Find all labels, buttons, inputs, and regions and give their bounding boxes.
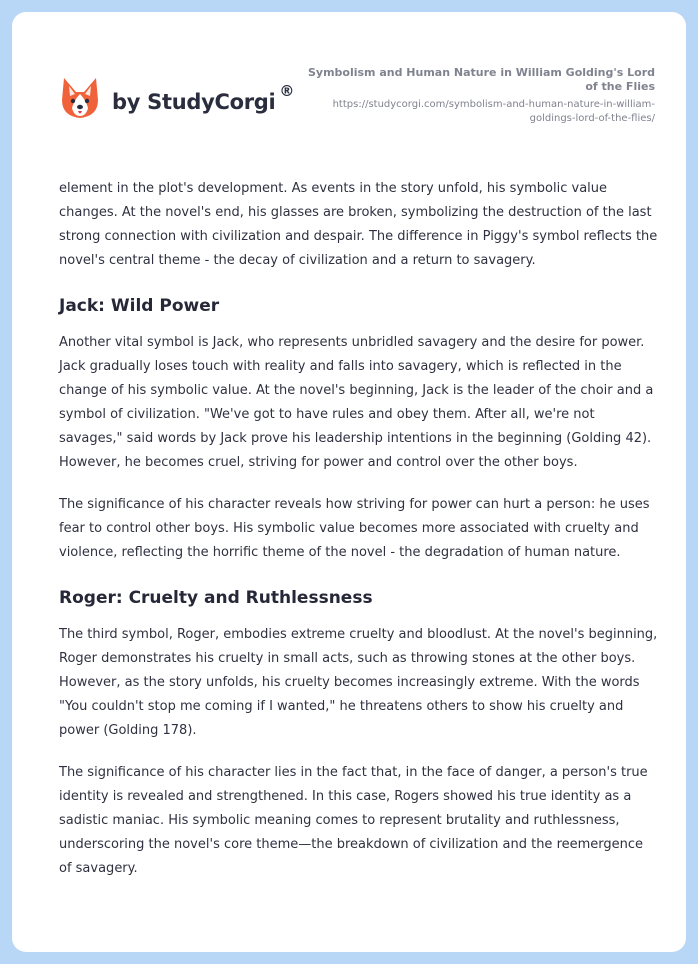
paragraph: The third symbol, Roger, embodies extreme cruelty and bloodlust. At the novel's beginning, Roger demonstrates his cruelty in small acts, such as throwing stones at the other boys. However, as the story unfolds, his cruelty becomes increasingly extreme. With the words "You couldn't stop me coming if I wanted," he threatens others to show his cruelty and power (Golding 178). [59, 627, 658, 738]
document-page [12, 12, 686, 952]
document-meta [295, 66, 655, 126]
paragraph: Another vital symbol is Jack, who represents unbridled savagery and the desire for power. Jack gradually loses touch with reality and falls into savagery, which is reflected in the change of his symbolic value. At the novel's beginning, Jack is the leader of the choir and a symbol of civilization. "We've got to have rules and obey them. After all, we're not savages," said words by Jack prove his leadership intentions in the beginning (Golding 42). However, he becomes cruel, striving for power and control over the other boys. [59, 335, 654, 470]
essay-body [59, 177, 659, 899]
paragraph: The significance of his character lies in the fact that, in the face of danger, a person's true identity is revealed and strengthened. In this case, Rogers showed his true identity as a sadistic maniac. His symbolic meaning comes to represent brutality and ruthlessness, underscoring the novel's core theme—the breakdown of civilization and the reemergence of savagery. [59, 765, 648, 876]
page-header [12, 12, 686, 152]
paragraph: The significance of his character reveals how striving for power can hurt a person: he uses fear to control other boys. His symbolic value becomes more associated with cruelty and violence, reflecting the horrific theme of the novel - the degradation of human nature. [59, 497, 650, 560]
section-heading-roger: Roger: Cruelty and Ruthlessness [59, 588, 373, 608]
registered-mark: ® [279, 82, 295, 100]
brand-text: by StudyCorgi [112, 90, 276, 114]
paragraph: element in the plot's development. As events in the story unfold, his symbolic value changes. At the novel's end, his glasses are broken, symbolizing the destruction of the last strong connection with civilization and despair. The difference in Piggy's symbol reflects the novel's central theme - the decay of civilization and a return to savagery. [59, 181, 658, 268]
corgi-logo-icon [60, 76, 100, 120]
section-heading-jack: Jack: Wild Power [59, 296, 220, 316]
studycorgi-logo[interactable] [60, 76, 294, 120]
brand-name [112, 82, 295, 114]
document-title: Symbolism and Human Nature in William Golding's Lord of the Flies [307, 66, 655, 93]
document-url[interactable]: https://studycorgi.com/symbolism-and-human-nature-in-william-goldings-lord-of-the-flies/ [332, 99, 655, 124]
